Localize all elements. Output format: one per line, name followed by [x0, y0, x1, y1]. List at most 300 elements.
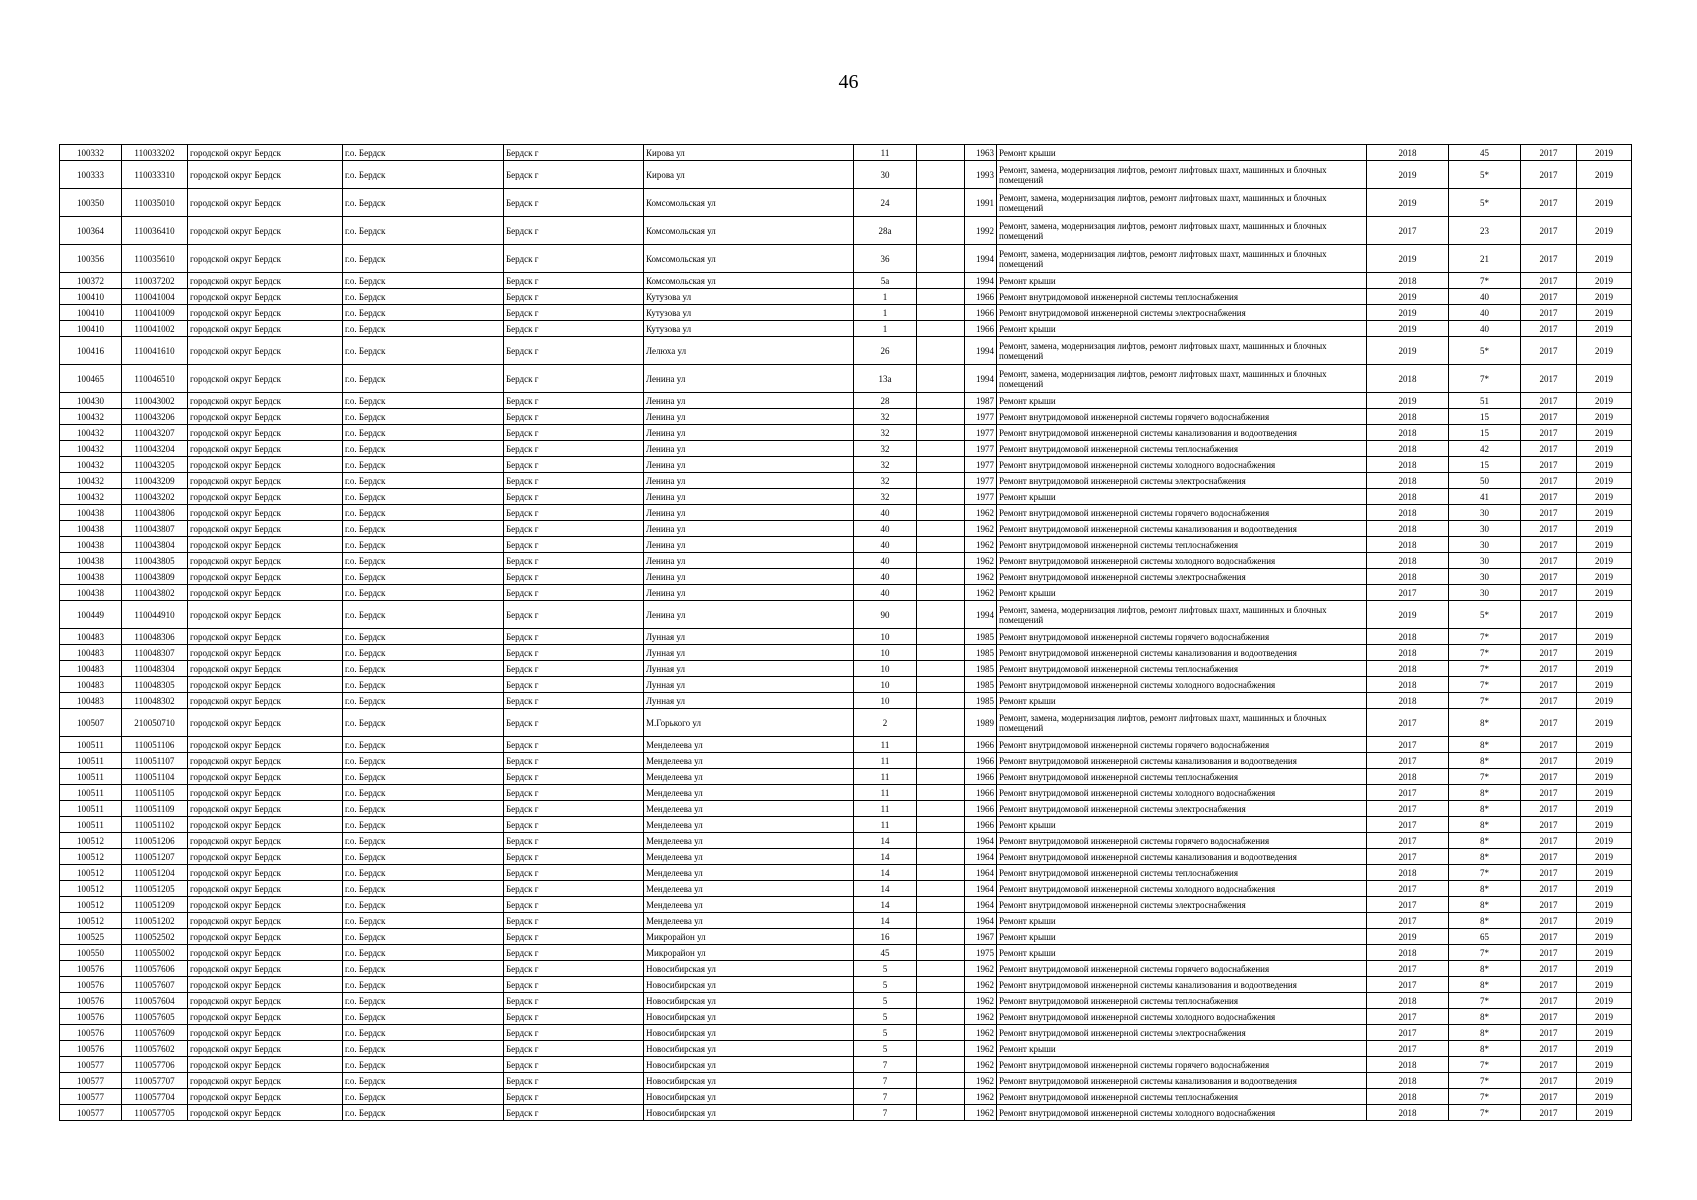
cell-work-type: Ремонт внутридомовой инженерной системы теплоснабжения [997, 865, 1367, 881]
cell-plan-year: 2017 [1367, 753, 1449, 769]
cell-period-start: 2017 [1521, 1009, 1577, 1025]
cell-period-end: 2019 [1577, 1009, 1632, 1025]
cell-id: 100577 [60, 1073, 122, 1089]
cell-build-year: 1962 [965, 585, 997, 601]
cell-street: Комсомольская ул [644, 189, 854, 217]
cell-municipality: г.о. Бердск [343, 817, 504, 833]
cell-locality: Бердск г [504, 409, 644, 425]
cell-street: Лелюха ул [644, 337, 854, 365]
cell-build-year: 1994 [965, 245, 997, 273]
cell-period-end: 2019 [1577, 321, 1632, 337]
cell-build-year: 1964 [965, 913, 997, 929]
table-row [60, 289, 1632, 305]
cell-street: Кутузова ул [644, 289, 854, 305]
cell-plan-year: 2018 [1367, 629, 1449, 645]
cell-district: городской округ Бердск [188, 881, 343, 897]
cell-period-start: 2017 [1521, 473, 1577, 489]
cell-house: 11 [854, 769, 917, 785]
cell-period-start: 2017 [1521, 677, 1577, 693]
cell-municipality: г.о. Бердск [343, 441, 504, 457]
cell-district: городской округ Бердск [188, 1073, 343, 1089]
cell-municipality: г.о. Бердск [343, 189, 504, 217]
cell-code: 110041004 [122, 289, 188, 305]
table-row [60, 645, 1632, 661]
cell-work-type: Ремонт внутридомовой инженерной системы холодного водоснабжения [997, 677, 1367, 693]
cell-municipality: г.о. Бердск [343, 273, 504, 289]
cell-period-end: 2019 [1577, 161, 1632, 189]
table-row [60, 601, 1632, 629]
cell-plan-year: 2017 [1367, 217, 1449, 245]
cell-build-year: 1962 [965, 1073, 997, 1089]
cell-period-start: 2017 [1521, 601, 1577, 629]
cell-period-end: 2019 [1577, 945, 1632, 961]
cell-value: 51 [1449, 393, 1521, 409]
cell-municipality: г.о. Бердск [343, 961, 504, 977]
cell-municipality: г.о. Бердск [343, 473, 504, 489]
cell-build-year: 1966 [965, 305, 997, 321]
cell-plan-year: 2019 [1367, 189, 1449, 217]
cell-house: 13а [854, 365, 917, 393]
cell-build-year: 1985 [965, 677, 997, 693]
cell-house: 1 [854, 321, 917, 337]
cell-municipality: г.о. Бердск [343, 833, 504, 849]
cell-build-year: 1992 [965, 217, 997, 245]
cell-build-year: 1962 [965, 569, 997, 585]
cell-value: 7* [1449, 629, 1521, 645]
cell-value: 40 [1449, 305, 1521, 321]
cell-district: городской округ Бердск [188, 409, 343, 425]
cell-municipality: г.о. Бердск [343, 865, 504, 881]
cell-value: 8* [1449, 737, 1521, 753]
cell-street: Ленина ул [644, 489, 854, 505]
cell-work-type: Ремонт внутридомовой инженерной системы горячего водоснабжения [997, 1057, 1367, 1073]
cell-street: Ленина ул [644, 365, 854, 393]
cell-id: 100432 [60, 441, 122, 457]
cell-plan-year: 2017 [1367, 881, 1449, 897]
cell-locality: Бердск г [504, 189, 644, 217]
cell-period-end: 2019 [1577, 881, 1632, 897]
cell-extra [917, 1073, 965, 1089]
cell-build-year: 1964 [965, 849, 997, 865]
cell-period-end: 2019 [1577, 849, 1632, 865]
cell-house: 10 [854, 693, 917, 709]
table-row [60, 337, 1632, 365]
cell-extra [917, 569, 965, 585]
cell-value: 7* [1449, 661, 1521, 677]
cell-period-end: 2019 [1577, 569, 1632, 585]
cell-work-type: Ремонт внутридомовой инженерной системы канализования и водоотведения [997, 1073, 1367, 1089]
cell-code: 110035610 [122, 245, 188, 273]
cell-municipality: г.о. Бердск [343, 585, 504, 601]
cell-period-start: 2017 [1521, 305, 1577, 321]
cell-code: 110043205 [122, 457, 188, 473]
cell-period-end: 2019 [1577, 785, 1632, 801]
cell-extra [917, 145, 965, 161]
cell-period-end: 2019 [1577, 1025, 1632, 1041]
cell-house: 14 [854, 913, 917, 929]
cell-build-year: 1994 [965, 337, 997, 365]
cell-code: 110057605 [122, 1009, 188, 1025]
cell-district: городской округ Бердск [188, 537, 343, 553]
cell-district: городской округ Бердск [188, 569, 343, 585]
cell-id: 100577 [60, 1105, 122, 1121]
cell-period-end: 2019 [1577, 801, 1632, 817]
cell-locality: Бердск г [504, 305, 644, 321]
cell-build-year: 1962 [965, 1105, 997, 1121]
cell-work-type: Ремонт внутридомовой инженерной системы горячего водоснабжения [997, 737, 1367, 753]
cell-street: Ленина ул [644, 553, 854, 569]
cell-id: 100511 [60, 753, 122, 769]
cell-extra [917, 289, 965, 305]
cell-period-end: 2019 [1577, 913, 1632, 929]
cell-code: 110041610 [122, 337, 188, 365]
table-row [60, 189, 1632, 217]
cell-district: городской округ Бердск [188, 1041, 343, 1057]
cell-value: 5* [1449, 189, 1521, 217]
cell-build-year: 1989 [965, 709, 997, 737]
cell-plan-year: 2018 [1367, 661, 1449, 677]
cell-district: городской округ Бердск [188, 961, 343, 977]
cell-period-start: 2017 [1521, 737, 1577, 753]
cell-extra [917, 645, 965, 661]
cell-plan-year: 2018 [1367, 521, 1449, 537]
table-row [60, 393, 1632, 409]
cell-extra [917, 161, 965, 189]
cell-district: городской округ Бердск [188, 993, 343, 1009]
cell-code: 110051207 [122, 849, 188, 865]
cell-id: 100432 [60, 425, 122, 441]
cell-id: 100356 [60, 245, 122, 273]
cell-period-start: 2017 [1521, 629, 1577, 645]
cell-district: городской округ Бердск [188, 425, 343, 441]
cell-house: 36 [854, 245, 917, 273]
cell-period-start: 2017 [1521, 693, 1577, 709]
cell-street: Лунная ул [644, 677, 854, 693]
cell-period-end: 2019 [1577, 769, 1632, 785]
cell-code: 110033202 [122, 145, 188, 161]
cell-period-start: 2017 [1521, 409, 1577, 425]
cell-work-type: Ремонт внутридомовой инженерной системы электроснабжения [997, 1025, 1367, 1041]
cell-municipality: г.о. Бердск [343, 393, 504, 409]
cell-value: 7* [1449, 1057, 1521, 1073]
table-row [60, 145, 1632, 161]
cell-extra [917, 189, 965, 217]
cell-house: 11 [854, 753, 917, 769]
cell-municipality: г.о. Бердск [343, 1073, 504, 1089]
cell-district: городской округ Бердск [188, 817, 343, 833]
cell-period-end: 2019 [1577, 217, 1632, 245]
cell-street: Новосибирская ул [644, 993, 854, 1009]
cell-district: городской округ Бердск [188, 473, 343, 489]
cell-municipality: г.о. Бердск [343, 553, 504, 569]
cell-id: 100430 [60, 393, 122, 409]
cell-district: городской округ Бердск [188, 849, 343, 865]
cell-street: Ленина ул [644, 585, 854, 601]
cell-period-start: 2017 [1521, 769, 1577, 785]
cell-code: 110057706 [122, 1057, 188, 1073]
cell-period-start: 2017 [1521, 441, 1577, 457]
table-row [60, 945, 1632, 961]
table-row [60, 473, 1632, 489]
cell-code: 110043809 [122, 569, 188, 585]
cell-work-type: Ремонт внутридомовой инженерной системы теплоснабжения [997, 289, 1367, 305]
cell-district: городской округ Бердск [188, 801, 343, 817]
cell-build-year: 1964 [965, 881, 997, 897]
cell-street: Ленина ул [644, 473, 854, 489]
cell-municipality: г.о. Бердск [343, 993, 504, 1009]
cell-plan-year: 2017 [1367, 977, 1449, 993]
cell-extra [917, 737, 965, 753]
cell-id: 100507 [60, 709, 122, 737]
table-row [60, 709, 1632, 737]
cell-id: 100465 [60, 365, 122, 393]
cell-house: 28 [854, 393, 917, 409]
cell-code: 110055002 [122, 945, 188, 961]
cell-street: Ленина ул [644, 393, 854, 409]
cell-locality: Бердск г [504, 457, 644, 473]
cell-work-type: Ремонт крыши [997, 321, 1367, 337]
cell-municipality: г.о. Бердск [343, 1025, 504, 1041]
cell-period-start: 2017 [1521, 189, 1577, 217]
cell-period-end: 2019 [1577, 441, 1632, 457]
cell-build-year: 1977 [965, 473, 997, 489]
cell-id: 100410 [60, 305, 122, 321]
cell-house: 40 [854, 553, 917, 569]
cell-locality: Бердск г [504, 273, 644, 289]
table-row [60, 913, 1632, 929]
cell-id: 100576 [60, 1041, 122, 1057]
cell-build-year: 1962 [965, 1009, 997, 1025]
cell-id: 100483 [60, 693, 122, 709]
cell-period-start: 2017 [1521, 553, 1577, 569]
cell-build-year: 1962 [965, 505, 997, 521]
cell-street: Новосибирская ул [644, 1057, 854, 1073]
cell-work-type: Ремонт крыши [997, 393, 1367, 409]
cell-extra [917, 1105, 965, 1121]
cell-locality: Бердск г [504, 425, 644, 441]
cell-work-type: Ремонт, замена, модернизация лифтов, ремонт лифтовых шахт, машинных и блочных помещений [997, 337, 1367, 365]
cell-extra [917, 945, 965, 961]
cell-plan-year: 2017 [1367, 585, 1449, 601]
cell-build-year: 1985 [965, 645, 997, 661]
table-row [60, 897, 1632, 913]
cell-period-end: 2019 [1577, 393, 1632, 409]
table-row [60, 1041, 1632, 1057]
table-row [60, 1089, 1632, 1105]
table-row [60, 1009, 1632, 1025]
cell-district: городской округ Бердск [188, 305, 343, 321]
cell-district: городской округ Бердск [188, 929, 343, 945]
cell-house: 14 [854, 897, 917, 913]
cell-period-start: 2017 [1521, 217, 1577, 245]
table-row [60, 585, 1632, 601]
cell-work-type: Ремонт внутридомовой инженерной системы электроснабжения [997, 305, 1367, 321]
cell-work-type: Ремонт крыши [997, 145, 1367, 161]
cell-street: Менделеева ул [644, 753, 854, 769]
cell-build-year: 1966 [965, 753, 997, 769]
cell-house: 7 [854, 1057, 917, 1073]
cell-id: 100483 [60, 645, 122, 661]
cell-period-end: 2019 [1577, 553, 1632, 569]
cell-municipality: г.о. Бердск [343, 305, 504, 321]
cell-extra [917, 849, 965, 865]
cell-street: М.Горького ул [644, 709, 854, 737]
cell-locality: Бердск г [504, 393, 644, 409]
cell-value: 8* [1449, 897, 1521, 913]
cell-locality: Бердск г [504, 1041, 644, 1057]
cell-municipality: г.о. Бердск [343, 977, 504, 993]
cell-id: 100577 [60, 1057, 122, 1073]
cell-street: Ленина ул [644, 601, 854, 629]
cell-period-start: 2017 [1521, 1105, 1577, 1121]
cell-code: 110051209 [122, 897, 188, 913]
cell-code: 110043807 [122, 521, 188, 537]
cell-value: 7* [1449, 365, 1521, 393]
cell-plan-year: 2018 [1367, 677, 1449, 693]
cell-work-type: Ремонт внутридомовой инженерной системы теплоснабжения [997, 441, 1367, 457]
cell-period-end: 2019 [1577, 645, 1632, 661]
cell-code: 110051106 [122, 737, 188, 753]
cell-work-type: Ремонт внутридомовой инженерной системы горячего водоснабжения [997, 505, 1367, 521]
cell-extra [917, 769, 965, 785]
table-row [60, 245, 1632, 273]
cell-street: Кирова ул [644, 145, 854, 161]
cell-code: 110043207 [122, 425, 188, 441]
cell-house: 10 [854, 661, 917, 677]
cell-street: Лунная ул [644, 645, 854, 661]
cell-extra [917, 1025, 965, 1041]
cell-extra [917, 457, 965, 473]
cell-work-type: Ремонт крыши [997, 273, 1367, 289]
cell-street: Кирова ул [644, 161, 854, 189]
cell-plan-year: 2018 [1367, 553, 1449, 569]
cell-extra [917, 817, 965, 833]
cell-code: 110057704 [122, 1089, 188, 1105]
cell-id: 100432 [60, 489, 122, 505]
cell-build-year: 1967 [965, 929, 997, 945]
cell-locality: Бердск г [504, 977, 644, 993]
cell-work-type: Ремонт внутридомовой инженерной системы холодного водоснабжения [997, 553, 1367, 569]
cell-build-year: 1962 [965, 1057, 997, 1073]
cell-build-year: 1993 [965, 161, 997, 189]
cell-locality: Бердск г [504, 709, 644, 737]
cell-value: 8* [1449, 913, 1521, 929]
cell-work-type: Ремонт внутридомовой инженерной системы канализования и водоотведения [997, 849, 1367, 865]
cell-id: 100511 [60, 785, 122, 801]
cell-build-year: 1962 [965, 1041, 997, 1057]
cell-code: 110035010 [122, 189, 188, 217]
cell-extra [917, 537, 965, 553]
cell-street: Ленина ул [644, 521, 854, 537]
cell-district: городской округ Бердск [188, 601, 343, 629]
cell-period-end: 2019 [1577, 865, 1632, 881]
cell-value: 5* [1449, 161, 1521, 189]
cell-code: 110043806 [122, 505, 188, 521]
cell-work-type: Ремонт внутридомовой инженерной системы электроснабжения [997, 801, 1367, 817]
cell-period-end: 2019 [1577, 753, 1632, 769]
cell-value: 7* [1449, 677, 1521, 693]
cell-id: 100372 [60, 273, 122, 289]
cell-locality: Бердск г [504, 1073, 644, 1089]
cell-id: 100525 [60, 929, 122, 945]
cell-id: 100410 [60, 289, 122, 305]
cell-locality: Бердск г [504, 321, 644, 337]
cell-build-year: 1966 [965, 801, 997, 817]
cell-code: 110057707 [122, 1073, 188, 1089]
cell-work-type: Ремонт крыши [997, 945, 1367, 961]
cell-id: 100512 [60, 865, 122, 881]
cell-house: 5 [854, 977, 917, 993]
cell-street: Менделеева ул [644, 801, 854, 817]
cell-value: 7* [1449, 1105, 1521, 1121]
cell-build-year: 1962 [965, 1089, 997, 1105]
cell-district: городской округ Бердск [188, 693, 343, 709]
cell-work-type: Ремонт внутридомовой инженерной системы горячего водоснабжения [997, 629, 1367, 645]
cell-period-start: 2017 [1521, 505, 1577, 521]
cell-id: 100512 [60, 897, 122, 913]
cell-period-end: 2019 [1577, 273, 1632, 289]
cell-extra [917, 913, 965, 929]
cell-work-type: Ремонт, замена, модернизация лифтов, ремонт лифтовых шахт, машинных и блочных помещений [997, 709, 1367, 737]
cell-code: 110051105 [122, 785, 188, 801]
cell-id: 100511 [60, 737, 122, 753]
cell-work-type: Ремонт внутридомовой инженерной системы канализования и водоотведения [997, 753, 1367, 769]
cell-period-start: 2017 [1521, 929, 1577, 945]
table-row [60, 1057, 1632, 1073]
cell-code: 110041002 [122, 321, 188, 337]
cell-value: 8* [1449, 1041, 1521, 1057]
cell-id: 100364 [60, 217, 122, 245]
cell-value: 7* [1449, 1089, 1521, 1105]
cell-locality: Бердск г [504, 473, 644, 489]
cell-value: 15 [1449, 457, 1521, 473]
cell-id: 100432 [60, 457, 122, 473]
cell-municipality: г.о. Бердск [343, 1089, 504, 1105]
cell-value: 5* [1449, 601, 1521, 629]
cell-work-type: Ремонт, замена, модернизация лифтов, ремонт лифтовых шахт, машинных и блочных помещений [997, 217, 1367, 245]
cell-locality: Бердск г [504, 769, 644, 785]
cell-municipality: г.о. Бердск [343, 785, 504, 801]
cell-house: 14 [854, 849, 917, 865]
cell-locality: Бердск г [504, 1089, 644, 1105]
cell-build-year: 1975 [965, 945, 997, 961]
cell-extra [917, 709, 965, 737]
cell-plan-year: 2019 [1367, 289, 1449, 305]
cell-work-type: Ремонт, замена, модернизация лифтов, ремонт лифтовых шахт, машинных и блочных помещений [997, 365, 1367, 393]
cell-street: Новосибирская ул [644, 1089, 854, 1105]
cell-municipality: г.о. Бердск [343, 489, 504, 505]
cell-municipality: г.о. Бердск [343, 801, 504, 817]
cell-district: городской округ Бердск [188, 753, 343, 769]
cell-period-end: 2019 [1577, 993, 1632, 1009]
cell-period-start: 2017 [1521, 145, 1577, 161]
cell-street: Лунная ул [644, 661, 854, 677]
cell-id: 100576 [60, 961, 122, 977]
cell-code: 110043204 [122, 441, 188, 457]
cell-code: 110043804 [122, 537, 188, 553]
cell-value: 8* [1449, 817, 1521, 833]
cell-build-year: 1962 [965, 553, 997, 569]
table-row [60, 365, 1632, 393]
cell-extra [917, 897, 965, 913]
cell-house: 32 [854, 425, 917, 441]
cell-value: 8* [1449, 833, 1521, 849]
cell-district: городской округ Бердск [188, 1105, 343, 1121]
cell-street: Менделеева ул [644, 881, 854, 897]
cell-street: Ленина ул [644, 457, 854, 473]
cell-locality: Бердск г [504, 1009, 644, 1025]
table-row [60, 441, 1632, 457]
